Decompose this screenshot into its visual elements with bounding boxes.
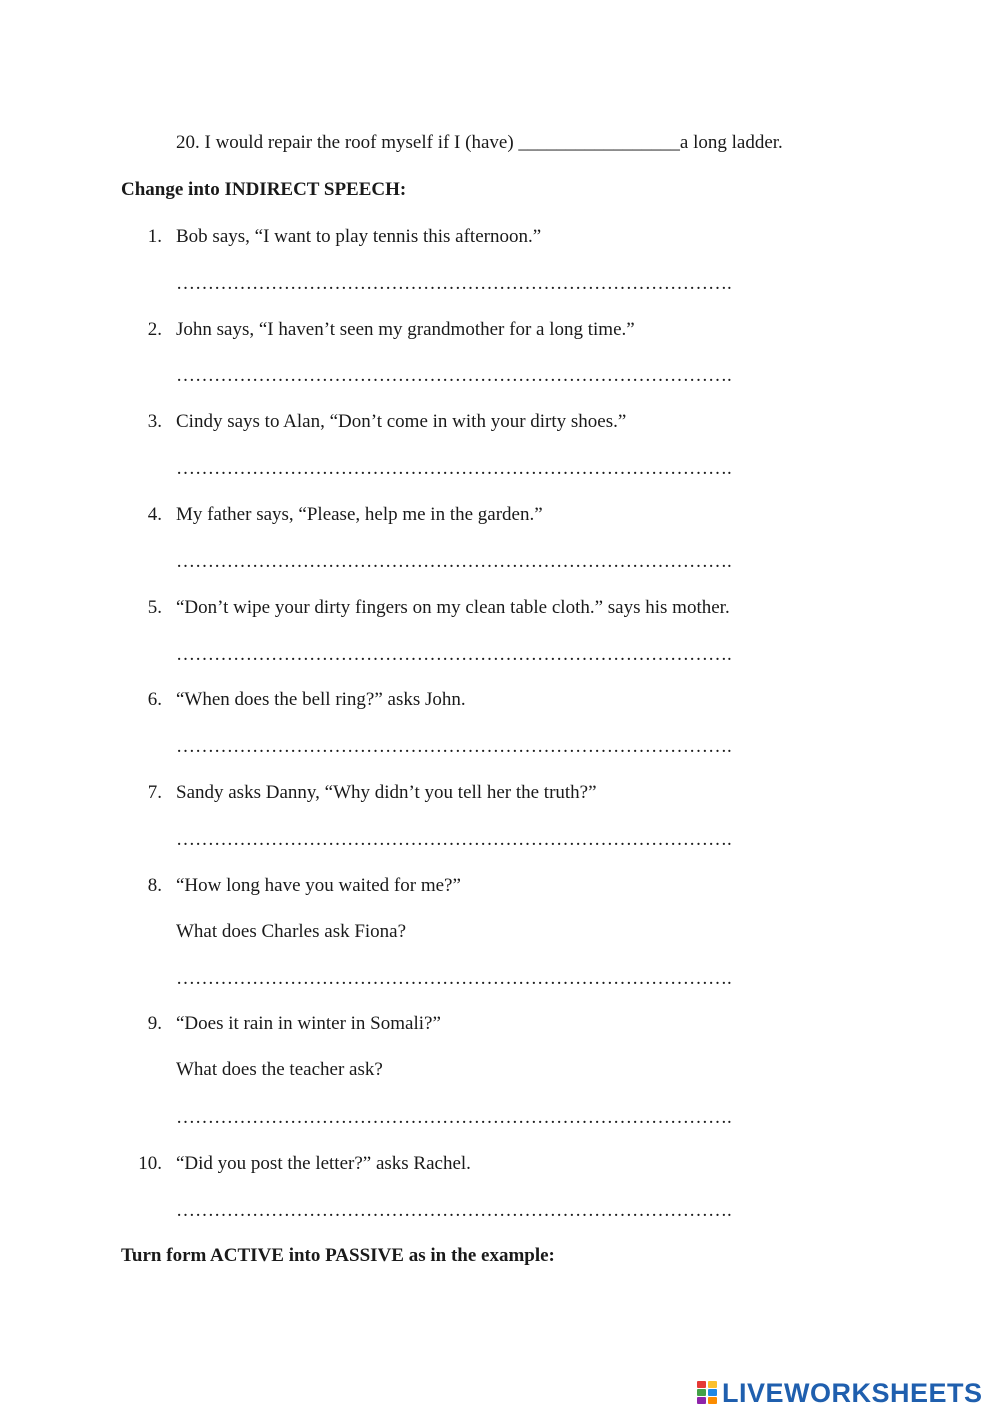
question-number: 8.	[147, 875, 162, 896]
answer-line[interactable]: …………………………………………………………………………….	[176, 736, 732, 757]
logo-text: LIVEWORKSHEETS	[722, 1377, 983, 1408]
question-text: “Did you post the letter?” asks Rachel.	[176, 1153, 471, 1174]
question-number: 3.	[147, 411, 162, 432]
question-subtext: What does Charles ask Fiona?	[176, 921, 407, 942]
question-number: 2.	[147, 319, 162, 340]
question-number: 7.	[147, 782, 162, 803]
answer-line[interactable]: …………………………………………………………………………….	[176, 1200, 732, 1221]
question-number: 6.	[147, 689, 162, 710]
question-number: 9.	[147, 1013, 162, 1034]
liveworksheets-logo	[697, 1378, 983, 1408]
item-20-text-after: a long ladder.	[679, 132, 783, 153]
answer-line[interactable]: …………………………………………………………………………….	[176, 551, 732, 572]
question-text: “Don’t wipe your dirty fingers on my clean table cloth.” says his mother.	[176, 597, 730, 618]
liveworksheets-logo-icon	[697, 1381, 719, 1405]
answer-line[interactable]: …………………………………………………………………………….	[176, 1107, 732, 1128]
question-subtext: What does the teacher ask?	[176, 1059, 383, 1080]
question-number: 4.	[147, 504, 162, 525]
answer-line[interactable]: …………………………………………………………………………….	[176, 273, 732, 294]
section-heading-indirect-speech: Change into INDIRECT SPEECH:	[121, 179, 407, 200]
item-20-text-before: 20. I would repair the roof myself if I (have)	[176, 132, 519, 153]
question-text: Sandy asks Danny, “Why didn’t you tell her the truth?”	[176, 782, 597, 803]
question-number: 10.	[138, 1153, 162, 1174]
item-20	[176, 131, 783, 155]
answer-line[interactable]: …………………………………………………………………………….	[176, 458, 732, 479]
question-text: “How long have you waited for me?”	[176, 875, 461, 896]
item-20-blank[interactable]: _________________	[518, 132, 680, 153]
question-number: 1.	[147, 226, 162, 247]
question-text: Bob says, “I want to play tennis this afternoon.”	[176, 226, 542, 247]
answer-line[interactable]: …………………………………………………………………………….	[176, 644, 732, 665]
question-number: 5.	[147, 597, 162, 618]
question-text: Cindy says to Alan, “Don’t come in with your dirty shoes.”	[176, 411, 627, 432]
section-heading-passive: Turn form ACTIVE into PASSIVE as in the example:	[121, 1245, 555, 1266]
question-text: “Does it rain in winter in Somali?”	[176, 1013, 441, 1034]
question-text: My father says, “Please, help me in the garden.”	[176, 504, 543, 525]
question-text: John says, “I haven’t seen my grandmother for a long time.”	[176, 319, 635, 340]
answer-line[interactable]: …………………………………………………………………………….	[176, 365, 732, 386]
answer-line[interactable]: …………………………………………………………………………….	[176, 968, 732, 989]
answer-line[interactable]: …………………………………………………………………………….	[176, 829, 732, 850]
question-text: “When does the bell ring?” asks John.	[176, 689, 466, 710]
